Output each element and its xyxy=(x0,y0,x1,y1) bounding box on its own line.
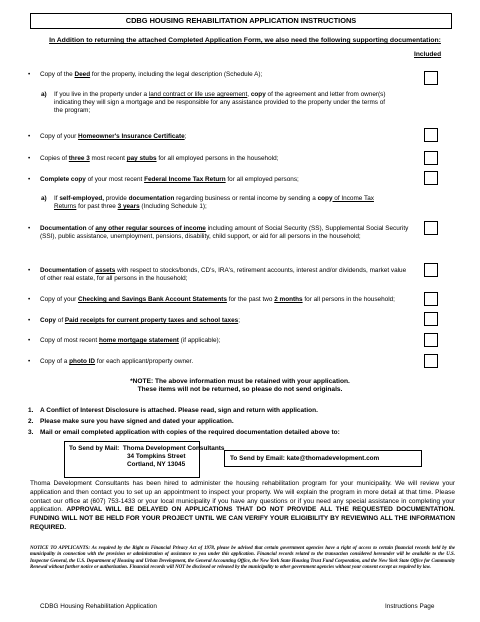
info-paragraph: Thoma Development Consultants has been hired to administer the housing rehabilitation program for your municipality. We will review your application and then contact you to set up an appointment to inspect your property. We will explain the program in more detail at that time. Please contact our office at (607) 753-1433 or your local municipality if you have any questions or if you need any special assistance in completing your application. APPROVAL WILL BE DELAYED ON APPLICATIONS THAT DO NOT PROVIDE ALL THE REQUESTED DOCUMENTATION. FUNDING WILL NOT BE HELD FOR YOUR PROJECT UNTIL WE CAN VERIFY YOUR ELIGIBILITY BY REVIEWING ALL THE INFORMATION REQUIRED. xyxy=(30,480,455,532)
checkbox-receipts[interactable] xyxy=(424,312,438,326)
checkbox-taxreturn[interactable] xyxy=(424,171,438,185)
item-receipts: • Copy of Paid receipts for current property taxes and school taxes; xyxy=(28,317,240,324)
checkbox-bank[interactable] xyxy=(424,292,438,306)
step-3: 3. Mail or email completed application with copies of the required documentation detailed above to: xyxy=(28,429,340,436)
bullet-icon: • xyxy=(28,337,31,344)
item-insurance: • Copy of your Homeowner's Insurance Certificate; xyxy=(28,133,187,140)
intro-text: In Addition to returning the attached Completed Application Form, we also need the following supporting documentation: xyxy=(49,37,441,44)
checkbox-deed[interactable] xyxy=(424,71,438,85)
item-paystubs: • Copies of three 3 most recent pay stubs for all employed persons in the household; xyxy=(28,155,279,162)
email-address-box[interactable]: To Send by Email: kate@thomadevelopment.com xyxy=(224,450,422,467)
item-deed: • Copy of the Deed for the property, including the legal description (Schedule A); xyxy=(28,71,263,78)
checkbox-mortgage[interactable] xyxy=(424,333,438,347)
checkbox-income[interactable] xyxy=(424,221,438,235)
checkbox-insurance[interactable] xyxy=(424,128,438,142)
checkbox-paystubs[interactable] xyxy=(424,151,438,165)
step-1: 1. A Conflict of Interest Disclosure is attached. Please read, sign and return with application. xyxy=(28,407,318,414)
note-line-2: These items will not be returned, so please do not send originals. xyxy=(137,386,343,394)
footer-right: Instructions Page xyxy=(385,603,435,610)
bullet-icon: • xyxy=(28,296,31,303)
included-column-header: Included xyxy=(414,51,442,58)
item-mortgage: • Copy of most recent home mortgage statement (if applicable); xyxy=(28,337,221,344)
mail-address-box: To Send by Mail: Thoma Development Consultants 34 Tompkins Street Cortland, NY 13045 xyxy=(64,441,200,478)
footer-left: CDBG Housing Rehabilitation Application xyxy=(40,603,157,610)
item-photoid: • Copy of a photo ID for each applicant/property owner. xyxy=(28,358,194,365)
note-line-1: *NOTE: The above information must be retained with your application. xyxy=(130,378,350,385)
bullet-icon: • xyxy=(28,358,31,365)
bullet-icon: • xyxy=(28,155,31,162)
item-self-employed: a) If self-employed, provide documentation regarding business or rental income by sending a copy of Income Tax Returns for past three 3 years (Including Schedule 1); xyxy=(41,195,374,210)
note-block xyxy=(30,378,450,394)
item-assets: • Documentation of assets with respect to stocks/bonds, CD's, IRA's, retirement accounts, interest and/or dividends, market value of other real estate, for all persons in the household; xyxy=(28,267,407,282)
bullet-icon: • xyxy=(28,317,31,324)
item-bank: • Copy of your Checking and Savings Bank Account Statements for the past two 2 months for all persons in the household; xyxy=(28,296,395,303)
checkbox-assets[interactable] xyxy=(424,263,438,277)
bullet-icon: • xyxy=(28,133,31,140)
bullet-icon: • xyxy=(28,225,31,232)
bullet-icon: • xyxy=(28,267,31,274)
item-deed-sub: a) If you live in the property under a land contract or life use agreement, copy of the agreement and letter from owner(s) indicating they will sign a mortgage and be responsible for any assistance provided to the property under the terms of the program; xyxy=(41,91,386,114)
step-2: 2. Please make sure you have signed and dated your application. xyxy=(28,418,234,425)
checkbox-photoid[interactable] xyxy=(424,354,438,368)
item-taxreturn: • Complete copy of your most recent Federal Income Tax Return for all employed persons; xyxy=(28,176,299,183)
bullet-icon: • xyxy=(28,176,31,183)
bullet-icon: • xyxy=(28,71,31,78)
item-income: • Documentation of any other regular sources of income including amount of Social Security (SS), Supplemental Social Security (SSI), public assistance, unemployment, pensions, disability, child support, or aid for all persons in the household; xyxy=(28,225,409,240)
privacy-notice: NOTICE TO APPLICANTS: As required by the Right to Financial Privacy Act of 1978, please be advised that certain government agencies have a right of access to certain financial records held by the municipality in connection with the provision or administration of assistance to you under this application. Financial records related to the transaction considered hereunder will be available to the U.S. Inspector General, the U.S. Department of Housing and Urban Development, the General Accounting Office, the New York State Housing Trust Fund Corporation, and the New York State Office for Community Renewal without further notice or authorization. Financial records will NOT be disclosed or released by the municipality to other government agencies without your consent except as required by law. xyxy=(30,546,455,571)
page-title: CDBG HOUSING REHABILITATION APPLICATION INSTRUCTIONS xyxy=(30,13,452,29)
